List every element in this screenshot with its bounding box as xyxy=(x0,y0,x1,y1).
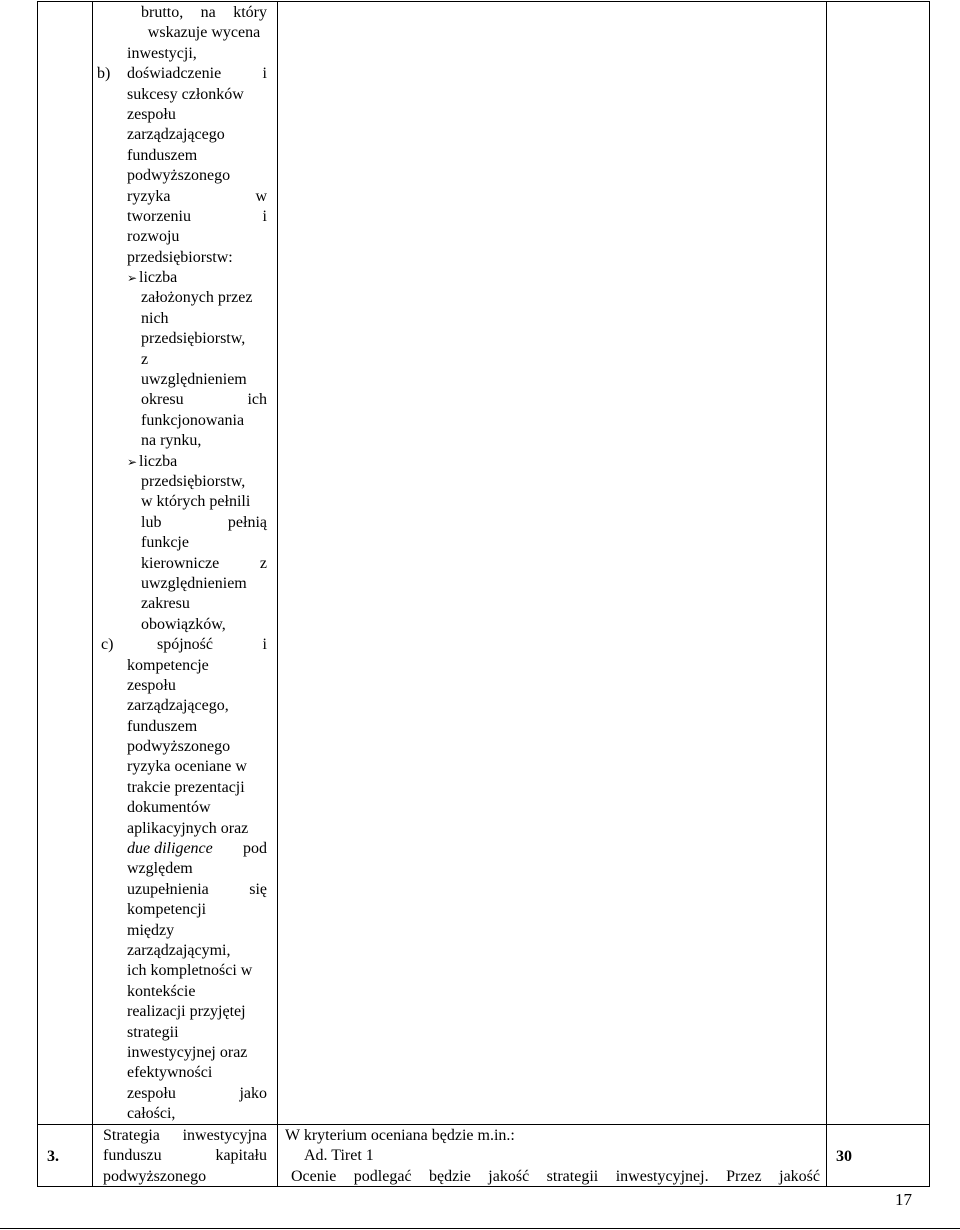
arrow-bullet-icon: ➢ xyxy=(127,271,138,286)
text-line: między xyxy=(127,921,175,939)
text-line: podwyższonego xyxy=(127,738,231,756)
text-line: w których pełnili xyxy=(141,493,251,511)
row-number: 3. xyxy=(47,1148,59,1165)
text-line: funkcjonowania xyxy=(141,411,245,429)
text-line: liczba xyxy=(139,269,178,287)
text-line: zakresu xyxy=(141,595,190,613)
text-line: Ocenie podlegać będzie jakość strategii inwestycyjnej. Przez jakość xyxy=(291,1167,820,1185)
text-line: uzupełnienia się xyxy=(127,880,267,898)
text-line: kierownicze z xyxy=(141,554,267,572)
text-line: liczba xyxy=(139,452,178,470)
page-number: 17 xyxy=(895,1190,912,1209)
text-line: ich kompletności w xyxy=(127,962,253,980)
text-line: uwzględnieniem xyxy=(141,574,247,592)
text-line: funduszem xyxy=(127,146,198,164)
text-line: zespołu jako xyxy=(127,1084,267,1102)
text-line: podwyższonego xyxy=(103,1167,207,1185)
text-line: inwestycji, xyxy=(127,44,197,62)
column-divider xyxy=(277,1,278,1187)
score-value: 30 xyxy=(836,1148,852,1165)
italic-term: due diligence xyxy=(127,840,213,858)
text-line: całości, xyxy=(127,1105,176,1123)
text-line: lub pełnią xyxy=(141,513,267,531)
text-line: przedsiębiorstw: xyxy=(127,248,233,266)
text-line: aplikacyjnych oraz xyxy=(127,819,249,837)
text-line: kontekście xyxy=(127,982,196,1000)
text-line: sukcesy członków xyxy=(127,85,244,103)
criterion-cell xyxy=(103,1126,267,1187)
text-word: pod xyxy=(243,840,267,858)
list-item-b xyxy=(93,64,267,84)
text-line: funduszu kapitału xyxy=(103,1147,267,1165)
text-line: tworzeniu i xyxy=(127,207,267,225)
text-line: zarządzającego, xyxy=(127,697,229,715)
previous-row-criterion-text xyxy=(93,3,267,1124)
text-line: wskazuje wycena xyxy=(147,24,261,42)
text-line: zarządzającego xyxy=(127,126,225,144)
text-line: spójność i xyxy=(157,636,267,654)
list-label: b) xyxy=(97,65,111,83)
list-item-c xyxy=(93,635,267,655)
text-line: kompetencje xyxy=(127,656,209,674)
text-line: funduszem xyxy=(127,717,198,735)
text-line: funkcje xyxy=(141,534,189,552)
text-line: ryzyka oceniane w xyxy=(127,758,247,776)
text-line: okresu ich xyxy=(141,391,267,409)
text-line: obowiązków, xyxy=(141,615,226,633)
text-line: z xyxy=(141,350,149,368)
text-line: zespołu xyxy=(127,676,176,694)
text-line: efektywności xyxy=(127,1064,213,1082)
description-cell xyxy=(285,1126,820,1187)
text-line-mixed xyxy=(93,839,267,859)
text-line: zarządzającymi, xyxy=(127,941,231,959)
text-line: przedsiębiorstw, xyxy=(141,472,246,490)
arrow-bullet-icon: ➢ xyxy=(127,454,138,469)
text-line: założonych przez xyxy=(141,289,253,307)
text-line: rozwoju xyxy=(127,228,180,246)
text-line: przedsiębiorstw, xyxy=(141,330,246,348)
bullet-item xyxy=(93,268,267,288)
footer-rule xyxy=(0,1228,960,1229)
text-line: Strategia inwestycyjna xyxy=(103,1127,267,1144)
text-line: kompetencji xyxy=(127,901,207,919)
text-line: względem xyxy=(127,860,193,878)
text-line: zespołu xyxy=(127,105,176,123)
text-line: brutto, na który xyxy=(141,4,267,21)
text-line: Ad. Tiret 1 xyxy=(304,1147,374,1165)
text-line: uwzględnieniem xyxy=(141,371,247,389)
text-line: podwyższonego xyxy=(127,167,231,185)
text-line: nich xyxy=(141,309,169,327)
column-divider xyxy=(826,1,827,1187)
list-label: c) xyxy=(101,636,114,654)
text-line: W kryterium oceniana będzie m.in.: xyxy=(285,1127,515,1144)
text-line: na rynku, xyxy=(141,432,202,450)
text-line: inwestycyjnej oraz xyxy=(127,1043,248,1061)
text-line: strategii xyxy=(127,1023,179,1041)
text-line: ryzyka w xyxy=(127,187,267,205)
text-line: dokumentów xyxy=(127,799,211,817)
bullet-item xyxy=(93,452,267,472)
text-line: trakcie prezentacji xyxy=(127,778,245,796)
text-line: doświadczenie i xyxy=(127,65,267,83)
text-line: realizacji przyjętej xyxy=(127,1003,246,1021)
